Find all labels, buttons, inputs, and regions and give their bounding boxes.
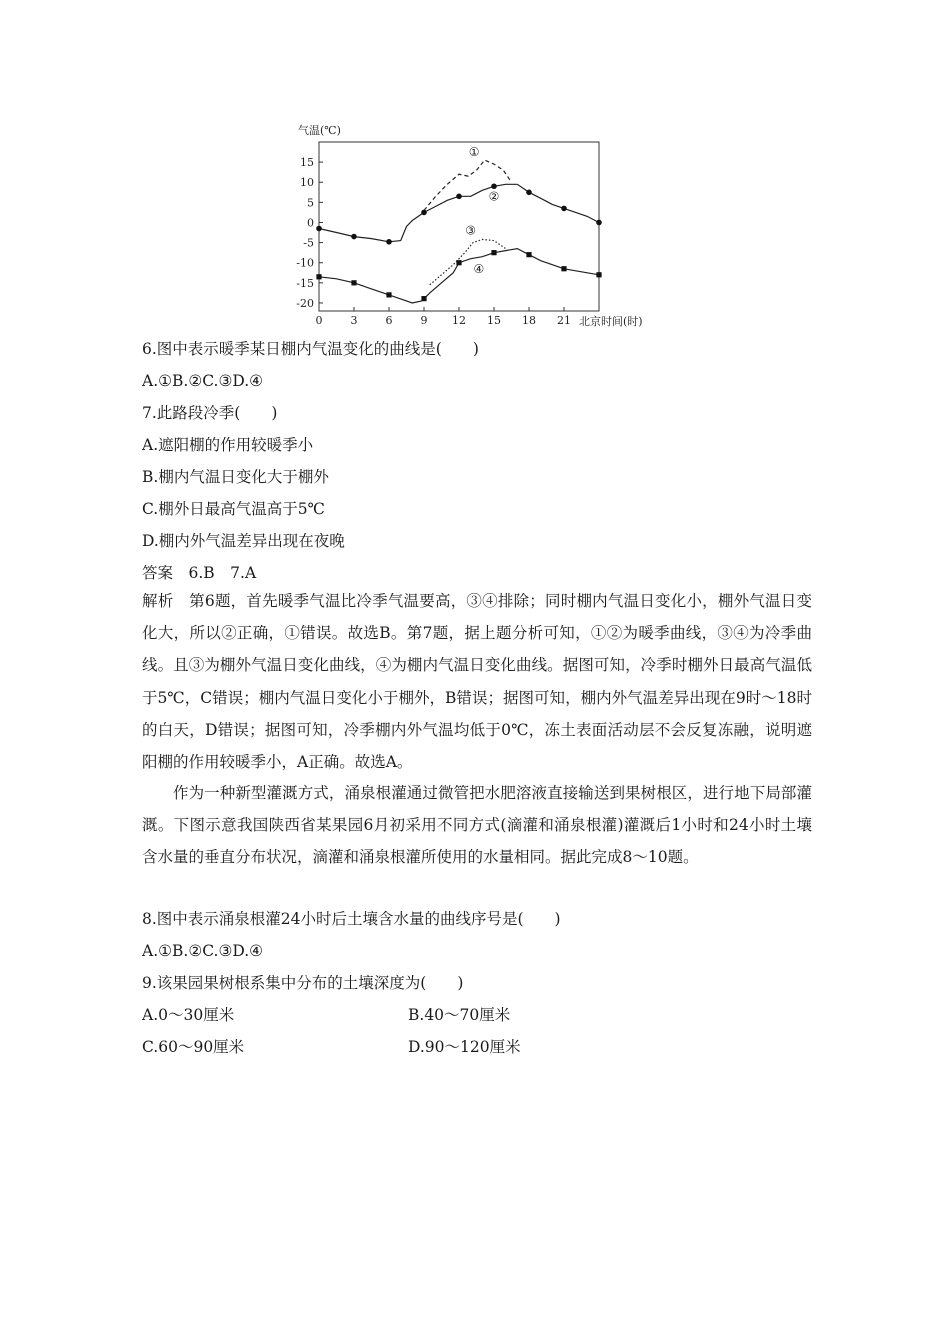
x-tick-label: 6: [385, 314, 393, 327]
curve-label-3: ③: [465, 223, 477, 238]
square-marker: [386, 292, 391, 297]
question-9-option-b: B.40～70厘米: [408, 1006, 511, 1024]
square-marker: [491, 250, 496, 255]
x-tick-label: 12: [452, 314, 466, 327]
question-7-stem: 7.此路段冷季( ): [142, 404, 278, 422]
y-tick-label: -10: [296, 256, 314, 270]
answer-line: 答案 6.B 7.A: [142, 564, 257, 582]
square-marker: [561, 266, 566, 271]
curve-label-4: ④: [473, 261, 485, 276]
square-marker: [421, 296, 426, 301]
y-tick-label: -20: [296, 296, 314, 310]
circle-marker: [351, 234, 357, 240]
circle-marker: [316, 226, 322, 232]
x-axis-label: 北京时间(时): [579, 315, 643, 328]
question-9-option-c: C.60～90厘米: [142, 1038, 245, 1056]
analysis-paragraph: 解析 第6题，首先暖季气温比冷季气温要高，③④排除；同时棚内气温日变化小，棚外气温日变化大，所以②正确，①错误。故选B。第7题，据上题分析可知，①②为暖季曲线，③④为冷季曲线。且③为棚外气温日变化曲线，④为棚内气温日变化曲线。据图可知，冷季时棚外日最高气温低于5℃，C错误；棚内气温日变化小于棚外，B错误；据图可知，棚内外气温差异出现在9时～18时的白天，D错误；据图可知，冷季棚内外气温均低于0℃，冻土表面活动层不会反复冻融，说明遮阳棚的作用较暖季小，A正确。故选A。: [142, 592, 812, 772]
y-tick-label: 0: [307, 216, 314, 230]
circle-marker: [421, 210, 427, 216]
curve-label-1: ①: [468, 145, 480, 160]
y-tick-label: -5: [303, 236, 314, 250]
x-tick-label: 15: [487, 314, 501, 327]
circle-marker: [491, 183, 497, 189]
y-axis-label: 气温(℃): [298, 124, 341, 137]
question-7-option-b: B.棚内气温日变化大于棚外: [142, 468, 329, 486]
x-tick-label: 21: [557, 314, 571, 327]
x-tick-label: 3: [350, 314, 358, 327]
question-9-stem: 9.该果园果树根系集中分布的土壤深度为( ): [142, 974, 464, 992]
y-tick-label: 15: [300, 156, 314, 170]
square-marker: [596, 272, 601, 277]
square-marker: [316, 274, 321, 279]
series-line-3: [430, 239, 506, 284]
intro-paragraph: 作为一种新型灌溉方式，涌泉根灌通过微管把水肥溶液直接输送到果树根区，进行地下局部灌溉。下图示意我国陕西省某果园6月初采用不同方式(滴灌和涌泉根灌)灌溉后1小时和24小时土壤含水量的垂直分布状况，滴灌和涌泉根灌所使用的水量相同。据此完成8～10题。: [142, 784, 812, 867]
square-marker: [526, 252, 531, 257]
circle-marker: [596, 220, 602, 226]
circle-marker: [526, 189, 532, 195]
question-8-stem: 8.图中表示涌泉根灌24小时后土壤含水量的曲线序号是( ): [142, 910, 561, 928]
y-tick-label: -15: [296, 276, 314, 290]
circle-marker: [561, 206, 567, 212]
circle-marker: [386, 239, 392, 245]
x-tick-label: 18: [522, 314, 536, 327]
y-tick-label: 10: [300, 176, 314, 190]
question-7-option-c: C.棚外日最高气温高于5℃: [142, 500, 325, 518]
question-6-stem: 6.图中表示暖季某日棚内气温变化的曲线是( ): [142, 340, 479, 358]
curve-label-2: ②: [488, 189, 500, 204]
circle-marker: [456, 194, 462, 200]
question-6-options: A.①B.②C.③D.④: [142, 372, 264, 390]
series-line-4: [319, 249, 599, 303]
y-tick-label: 5: [307, 196, 314, 210]
square-marker: [351, 280, 356, 285]
x-tick-label: 0: [315, 314, 323, 327]
x-tick-label: 9: [420, 314, 428, 327]
question-7-option-a: A.遮阳棚的作用较暖季小: [142, 436, 314, 454]
question-9-option-a: A.0～30厘米: [142, 1006, 235, 1024]
question-8-options: A.①B.②C.③D.④: [142, 942, 264, 960]
temperature-chart: [280, 118, 660, 328]
question-7-option-d: D.棚内外气温差异出现在夜晚: [142, 532, 345, 550]
question-9-option-d: D.90～120厘米: [408, 1038, 521, 1056]
square-marker: [456, 260, 461, 265]
series-line-2: [319, 184, 599, 242]
